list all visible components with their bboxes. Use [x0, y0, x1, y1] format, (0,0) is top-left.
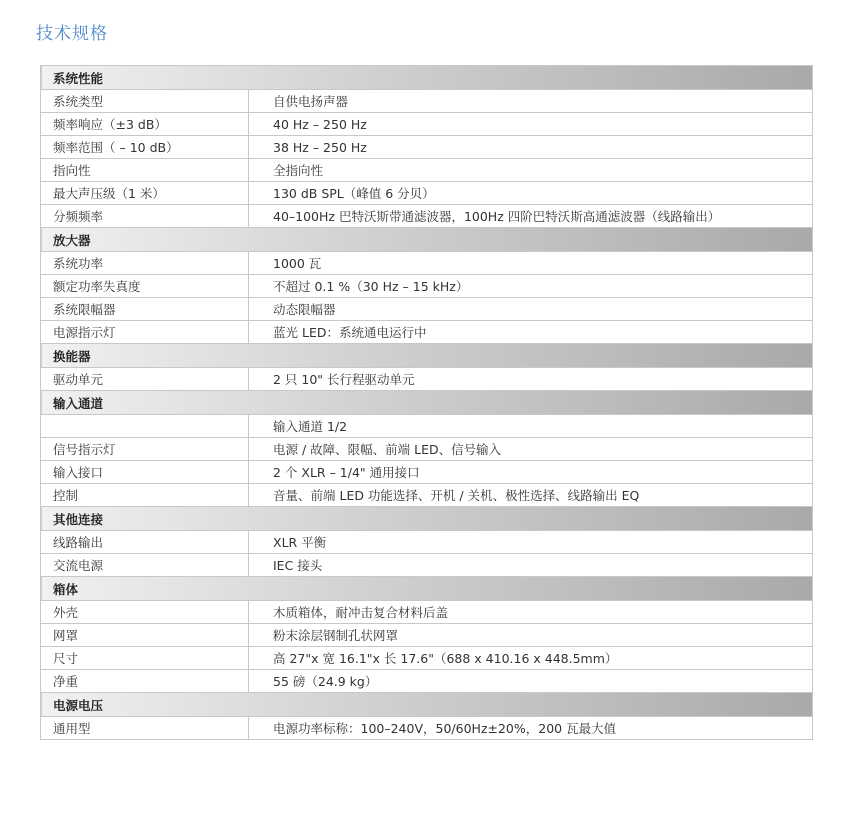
spec-row — [41, 159, 813, 182]
spec-label: 线路输出 — [41, 531, 249, 554]
spec-table-body — [41, 66, 813, 740]
spec-value: 2 只 10" 长行程驱动单元 — [249, 368, 813, 391]
spec-label: 频率响应（±3 dB） — [41, 113, 249, 136]
spec-label: 通用型 — [41, 717, 249, 740]
spec-row — [41, 90, 813, 113]
spec-row — [41, 182, 813, 205]
spec-label: 交流电源 — [41, 554, 249, 577]
spec-label: 分频频率 — [41, 205, 249, 228]
section-heading: 换能器 — [41, 344, 813, 368]
spec-row — [41, 624, 813, 647]
spec-value: 自供电扬声器 — [249, 90, 813, 113]
spec-label: 频率范围（ – 10 dB） — [41, 136, 249, 159]
section-header-row — [41, 344, 813, 368]
spec-row — [41, 298, 813, 321]
spec-value: 电源功率标称：100–240V，50/60Hz±20%，200 瓦最大值 — [249, 717, 813, 740]
spec-row — [41, 438, 813, 461]
spec-label: 额定功率失真度 — [41, 275, 249, 298]
spec-row — [41, 415, 813, 438]
spec-value: 动态限幅器 — [249, 298, 813, 321]
spec-label: 系统类型 — [41, 90, 249, 113]
spec-label: 输入接口 — [41, 461, 249, 484]
spec-row — [41, 275, 813, 298]
spec-value: 130 dB SPL（峰值 6 分贝） — [249, 182, 813, 205]
section-header-row — [41, 693, 813, 717]
page-title: 技术规格 — [36, 24, 108, 44]
spec-label: 控制 — [41, 484, 249, 507]
section-header-row — [41, 391, 813, 415]
spec-value: 电源 / 故障、限幅、前端 LED、信号输入 — [249, 438, 813, 461]
spec-row — [41, 321, 813, 344]
spec-value: IEC 接头 — [249, 554, 813, 577]
spec-label: 信号指示灯 — [41, 438, 249, 461]
spec-row — [41, 113, 813, 136]
spec-value: 全指向性 — [249, 159, 813, 182]
spec-value: 1000 瓦 — [249, 252, 813, 275]
spec-value: 不超过 0.1 %（30 Hz – 15 kHz） — [249, 275, 813, 298]
spec-label: 指向性 — [41, 159, 249, 182]
spec-value: 粉末涂层钢制孔状网罩 — [249, 624, 813, 647]
section-header-row — [41, 577, 813, 601]
spec-value: 音量、前端 LED 功能选择、开机 / 关机、极性选择、线路输出 EQ — [249, 484, 813, 507]
spec-value: 40–100Hz 巴特沃斯带通滤波器，100Hz 四阶巴特沃斯高通滤波器（线路输出） — [249, 205, 813, 228]
spec-row — [41, 717, 813, 740]
spec-row — [41, 136, 813, 159]
spec-label: 网罩 — [41, 624, 249, 647]
spec-label: 驱动单元 — [41, 368, 249, 391]
spec-label: 尺寸 — [41, 647, 249, 670]
spec-value: 55 磅（24.9 kg） — [249, 670, 813, 693]
spec-label: 系统功率 — [41, 252, 249, 275]
spec-label: 系统限幅器 — [41, 298, 249, 321]
spec-row — [41, 368, 813, 391]
section-heading: 系统性能 — [41, 66, 813, 90]
section-header-row — [41, 66, 813, 90]
spec-value: 高 27"x 宽 16.1"x 长 17.6"（688 x 410.16 x 448.5mm） — [249, 647, 813, 670]
spec-row — [41, 647, 813, 670]
spec-value: XLR 平衡 — [249, 531, 813, 554]
spec-label — [41, 415, 249, 438]
spec-row — [41, 484, 813, 507]
spec-row — [41, 461, 813, 484]
spec-value: 蓝光 LED：系统通电运行中 — [249, 321, 813, 344]
spec-row — [41, 205, 813, 228]
section-heading: 箱体 — [41, 577, 813, 601]
spec-label: 净重 — [41, 670, 249, 693]
spec-value: 木质箱体，耐冲击复合材料后盖 — [249, 601, 813, 624]
spec-row — [41, 670, 813, 693]
spec-table — [40, 65, 813, 740]
spec-row — [41, 252, 813, 275]
spec-row — [41, 554, 813, 577]
spec-row — [41, 531, 813, 554]
spec-row — [41, 601, 813, 624]
section-header-row — [41, 228, 813, 252]
section-header-row — [41, 507, 813, 531]
spec-value: 2 个 XLR – 1/4" 通用接口 — [249, 461, 813, 484]
section-heading: 其他连接 — [41, 507, 813, 531]
section-heading: 输入通道 — [41, 391, 813, 415]
spec-value: 38 Hz – 250 Hz — [249, 136, 813, 159]
spec-label: 电源指示灯 — [41, 321, 249, 344]
section-heading: 放大器 — [41, 228, 813, 252]
section-heading: 电源电压 — [41, 693, 813, 717]
spec-label: 最大声压级（1 米） — [41, 182, 249, 205]
spec-label: 外壳 — [41, 601, 249, 624]
spec-value: 40 Hz – 250 Hz — [249, 113, 813, 136]
spec-value: 输入通道 1/2 — [249, 415, 813, 438]
